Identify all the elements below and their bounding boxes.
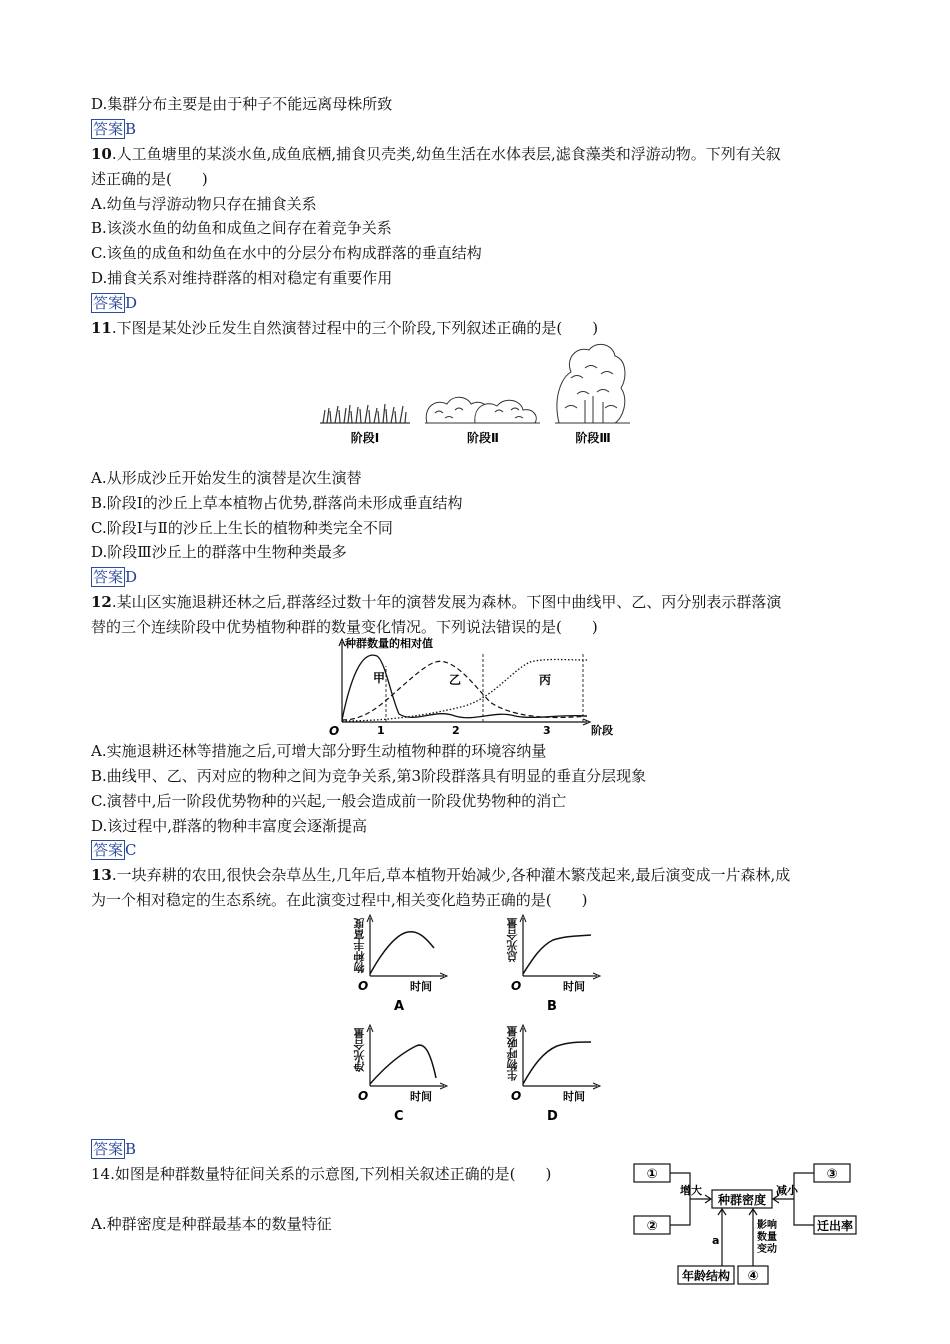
q14-relationship-diagram: [630, 1158, 860, 1286]
q12-population-chart: [325, 636, 630, 741]
answer-value: B: [125, 120, 137, 138]
tick-2: 2: [452, 724, 460, 737]
influence-label-1: 影响: [757, 1220, 777, 1231]
emigration-label: 迁出率: [816, 1219, 854, 1233]
answer-label: 答案: [93, 1140, 124, 1158]
q12-option-d: D.该过程中,群落的物种丰富度会逐渐提高: [91, 817, 368, 835]
answer-value: C: [125, 841, 137, 859]
q14-option-a: A.种群密度是种群最基本的数量特征: [91, 1215, 332, 1233]
stage3-label: 阶段Ⅲ: [575, 431, 611, 445]
q10-stem-line2: 述正确的是( ): [91, 170, 208, 188]
q12-stem-line1: [91, 592, 781, 612]
answer-label: 答案: [93, 841, 124, 859]
center-label: 种群密度: [717, 1193, 767, 1207]
q11-option-c: C.阶段Ⅰ与Ⅱ的沙丘上生长的植物种类完全不同: [91, 519, 393, 537]
graph-c-ylabel-text: 净光合量: [353, 1028, 366, 1072]
a-label: a: [712, 1234, 720, 1247]
q10-stem-line1: [91, 144, 781, 164]
curve-bing: [342, 660, 587, 722]
q10-stem-text: .人工鱼塘里的某淡水鱼,成鱼底栖,捕食贝壳类,幼鱼生活在水体表层,滤食藻类和浮游动物。下列有关叙: [111, 145, 781, 163]
tick-3: 3: [543, 724, 551, 737]
graph-d-xlabel: 时间: [563, 1090, 585, 1103]
graph-d-label: D: [547, 1109, 558, 1124]
q12-option-a: A.实施退耕还林等措施之后,可增大部分野生动植物种群的环境容纳量: [91, 742, 547, 760]
answer-value: D: [125, 568, 138, 586]
q10-option-b: B.该淡水鱼的幼鱼和成鱼之间存在着竞争关系: [91, 219, 392, 237]
q13-stem-line1: [91, 865, 790, 885]
q12-option-b: B.曲线甲、乙、丙对应的物种之间为竞争关系,第3阶段群落具有明显的垂直分层现象: [91, 767, 647, 785]
decrease-label: 减小: [776, 1184, 798, 1197]
tick-1: 1: [377, 724, 385, 737]
increase-label: 增大: [680, 1184, 702, 1197]
q12-stem-text: .某山区实施退耕还林之后,群落经过数十年的演替发展为森林。下图中曲线甲、乙、丙分别表示群落演: [111, 593, 782, 611]
stage3-forest-illustration: [555, 344, 630, 423]
q11-option-d: D.阶段Ⅲ沙丘上的群落中生物种类最多: [91, 543, 347, 561]
node-1-label: ①: [646, 1167, 658, 1182]
stage2-label: 阶段Ⅱ: [467, 431, 499, 445]
q13-number: 13: [91, 866, 112, 884]
curve-label-yi: 乙: [449, 673, 462, 687]
prev-option-d: D.集群分布主要是由于种子不能远离母株所致: [91, 95, 393, 113]
q11-option-b: B.阶段Ⅰ的沙丘上草本植物占优势,群落尚未形成垂直结构: [91, 494, 463, 512]
q11-succession-figure: [315, 338, 635, 453]
y-axis-label: 种群数量的相对值: [345, 637, 433, 650]
q11-stem-text: .下图是某处沙丘发生自然演替过程中的三个阶段,下列叙述正确的是( ): [111, 319, 599, 337]
answer-label: 答案: [93, 568, 124, 586]
graph-b-ylabel-text: 总光合量: [506, 918, 519, 962]
answer-label: 答案: [93, 120, 124, 138]
q11-option-a: A.从形成沙丘开始发生的演替是次生演替: [91, 469, 362, 487]
graph-d-ylabel-text: 生物呼吸量: [506, 1026, 519, 1081]
node-3-label: ③: [826, 1167, 838, 1182]
q12-stem-line2: 替的三个连续阶段中优势植物种群的数量变化情况。下列说法错误的是( ): [91, 618, 598, 636]
q10-option-d: D.捕食关系对维持群落的相对稳定有重要作用: [91, 269, 393, 287]
influence-label-2: 数量: [757, 1232, 777, 1243]
curve-jia: [342, 655, 587, 720]
curve-label-jia: 甲: [373, 671, 386, 685]
q10-answer: [91, 293, 137, 313]
graph-c-origin: O: [358, 1089, 369, 1103]
graph-b-label: B: [547, 999, 557, 1014]
age-structure-label: 年龄结构: [681, 1269, 731, 1283]
stage1-grass-illustration: [320, 404, 410, 423]
node-2-label: ②: [646, 1219, 658, 1234]
q13-answer: [91, 1139, 136, 1159]
stage1-label: 阶段Ⅰ: [350, 431, 380, 445]
q13-stem-text: .一块弃耕的农田,很快会杂草丛生,几年后,草本植物开始减少,各种灌木繁茂起来,最后演变成一片森林,成: [111, 866, 791, 884]
answer-value: D: [125, 294, 138, 312]
graph-a-xlabel: 时间: [410, 980, 432, 993]
q10-option-c: C.该鱼的成鱼和幼鱼在水中的分层分布构成群落的垂直结构: [91, 244, 482, 262]
q14-stem: 14.如图是种群数量特征间关系的示意图,下列相关叙述正确的是( ): [91, 1165, 552, 1183]
q13-stem-line2: 为一个相对稳定的生态系统。在此演变过程中,相关变化趋势正确的是( ): [91, 891, 588, 909]
curve-label-bing: 丙: [539, 673, 552, 687]
answer-label: 答案: [93, 294, 124, 312]
graph-c-label: C: [394, 1109, 404, 1124]
graph-d-origin: O: [511, 1089, 522, 1103]
q11-stem: [91, 318, 598, 338]
q12-number: 12: [91, 593, 112, 611]
graph-a-label: A: [394, 999, 405, 1014]
prev-answer: [91, 119, 136, 139]
q11-answer: [91, 567, 137, 587]
graph-b-xlabel: 时间: [563, 980, 585, 993]
x-axis-label: 阶段: [591, 724, 613, 737]
node-4-label: ④: [747, 1269, 759, 1284]
stage2-shrub-illustration: [425, 397, 540, 423]
graph-a-ylabel-text: 物种丰富度: [353, 918, 366, 973]
influence-label-3: 变动: [757, 1244, 777, 1255]
q11-number: 11: [91, 319, 112, 337]
q12-answer: [91, 840, 137, 860]
answer-value: B: [125, 1140, 137, 1158]
graph-b-origin: O: [511, 979, 522, 993]
q10-option-a: A.幼鱼与浮游动物只存在捕食关系: [91, 195, 317, 213]
q10-number: 10: [91, 145, 112, 163]
q12-option-c: C.演替中,后一阶段优势物种的兴起,一般会造成前一阶段优势物种的消亡: [91, 792, 567, 810]
graph-a-origin: O: [358, 979, 369, 993]
origin-label: O: [329, 724, 340, 738]
graph-c-xlabel: 时间: [410, 1090, 432, 1103]
